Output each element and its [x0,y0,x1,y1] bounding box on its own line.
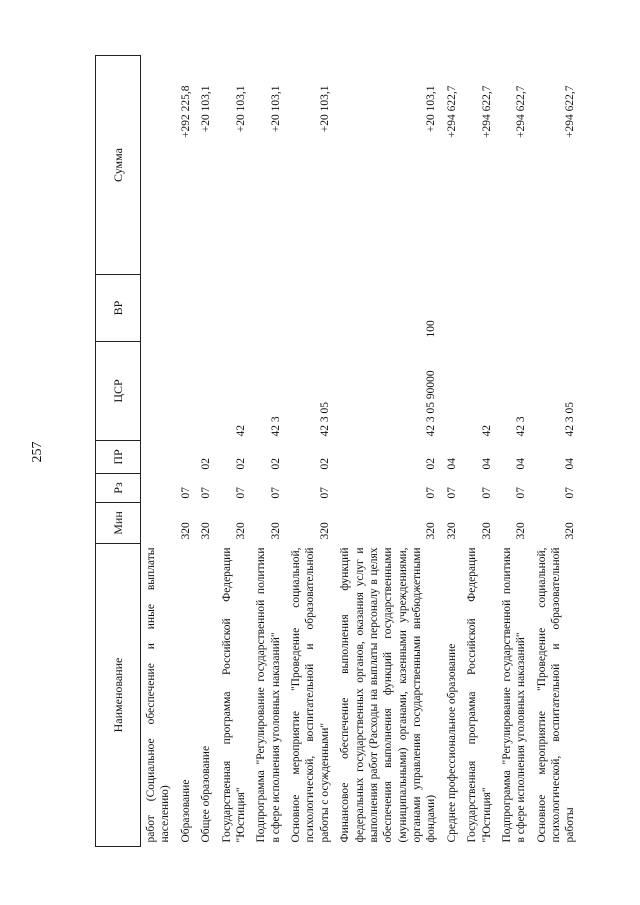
cell-min: 320 [480,522,493,540]
cell-name: Общее образование [200,745,213,843]
cell-min: 320 [200,522,213,540]
cell-vr [141,275,176,342]
cell-csr [176,342,196,441]
cell-min: 320 [269,522,282,540]
cell-pr: 02 [234,458,247,470]
cell-name: Среднее профессиональное образование [445,643,458,843]
cell-rz: 07 [234,487,247,499]
cell-vr [217,275,252,342]
cell-min: 320 [425,522,438,540]
cell-min: 320 [234,522,247,540]
table-header-row [96,56,141,847]
cell-sum: +294 622,7 [445,85,458,138]
cell-pr: 02 [318,458,331,470]
cell-name: Подпрограмма "Регулирование государственной политики в сфере исполнения уголовных наказаний" [500,547,528,843]
cell-vr [196,275,216,342]
column-header-rz: Рз [96,474,141,503]
cell-rz: 07 [200,487,213,499]
rotated-page-content [95,77,610,847]
cell-rz: 07 [564,487,577,499]
cell-pr: 04 [515,458,528,470]
cell-vr [532,275,581,342]
cell-csr: 42 3 [515,416,528,437]
cell-sum: +294 622,7 [480,85,493,138]
cell-csr: 42 [480,425,493,437]
cell-pr: 02 [425,458,438,470]
cell-vr [442,275,462,342]
table-body [141,56,581,847]
cell-name: Основное мероприятие "Проведение социальной, психологической, воспитательной и образовательной работы [535,547,577,843]
cell-sum: +20 103,1 [318,85,331,133]
cell-csr: 42 3 05 90000 [425,370,438,437]
column-header-name: Наименование [96,544,141,847]
cell-vr [251,275,286,342]
table-row [335,56,442,847]
cell-min: 320 [564,522,577,540]
cell-min: 320 [179,522,192,540]
cell-min: 320 [318,522,331,540]
cell-rz [141,474,176,503]
table-row [442,56,462,847]
cell-min: 320 [445,522,458,540]
cell-sum [141,56,176,275]
cell-pr [176,441,196,474]
cell-csr [442,342,462,441]
cell-pr: 04 [480,458,493,470]
cell-rz: 07 [318,487,331,499]
cell-csr: 42 3 [269,416,282,437]
cell-name: Государственная программа Российской Федерации "Юстиция" [220,547,247,843]
cell-name: Основное мероприятие "Проведение социальной, психологической, воспитательной и образовательной работы с осужденными" [290,547,331,843]
column-header-pr: ПР [96,441,141,474]
cell-vr [286,275,335,342]
cell-min: 320 [515,522,528,540]
cell-csr [196,342,216,441]
cell-pr: 02 [269,458,282,470]
page-number: 257 [30,441,45,463]
cell-name: Государственная программа Российской Федерации "Юстиция" [466,547,493,843]
cell-rz: 07 [425,487,438,499]
table-row [251,56,286,847]
cell-pr: 02 [200,458,213,470]
cell-vr [176,275,196,342]
cell-sum: +20 103,1 [234,85,247,133]
cell-csr: 42 3 05 [564,402,577,437]
cell-name: работ (Социальное обеспечение и иные выплаты населению) [145,547,172,843]
cell-rz: 07 [480,487,493,499]
budget-table [95,55,581,847]
cell-vr: 100 [425,320,438,338]
cell-rz: 07 [269,487,282,499]
cell-vr [462,275,497,342]
cell-csr: 42 [234,425,247,437]
table-row [532,56,581,847]
cell-vr [497,275,532,342]
column-header-min: Мин [96,503,141,544]
cell-pr: 04 [564,458,577,470]
cell-sum: +294 622,7 [515,85,528,138]
cell-sum: +292 225,8 [179,85,192,138]
table-row [176,56,196,847]
cell-csr [141,342,176,441]
cell-min [141,503,176,544]
cell-sum: +20 103,1 [269,85,282,133]
cell-name: Подпрограмма "Регулирование государственной политики в сфере исполнения уголовных наказаний" [255,547,282,843]
cell-sum: +20 103,1 [425,85,438,133]
cell-pr [141,441,176,474]
column-header-sum: Сумма [96,56,141,275]
cell-name: Финансовое обеспечение выполнения функций федеральных государственных органов, оказания услуг и выполнения работ (Расходы на выплаты персоналу в целях обеспечения выполнения функций государственными (муниципальными) органами, казенными учреждениями, органами управления государственными внебюджетными фондами) [339,547,438,843]
cell-pr: 04 [445,458,458,470]
column-header-csr: ЦСР [96,342,141,441]
table-row [462,56,497,847]
table-row [497,56,532,847]
cell-rz: 07 [179,487,192,499]
cell-rz: 07 [515,487,528,499]
table-row [141,56,176,847]
cell-sum: +20 103,1 [200,85,213,133]
table-row [217,56,252,847]
cell-csr: 42 3 05 [318,402,331,437]
column-header-vr: ВР [96,275,141,342]
cell-rz: 07 [445,487,458,499]
cell-sum: +294 622,7 [564,85,577,138]
table-row [196,56,216,847]
cell-name: Образование [179,779,192,843]
table-row [286,56,335,847]
